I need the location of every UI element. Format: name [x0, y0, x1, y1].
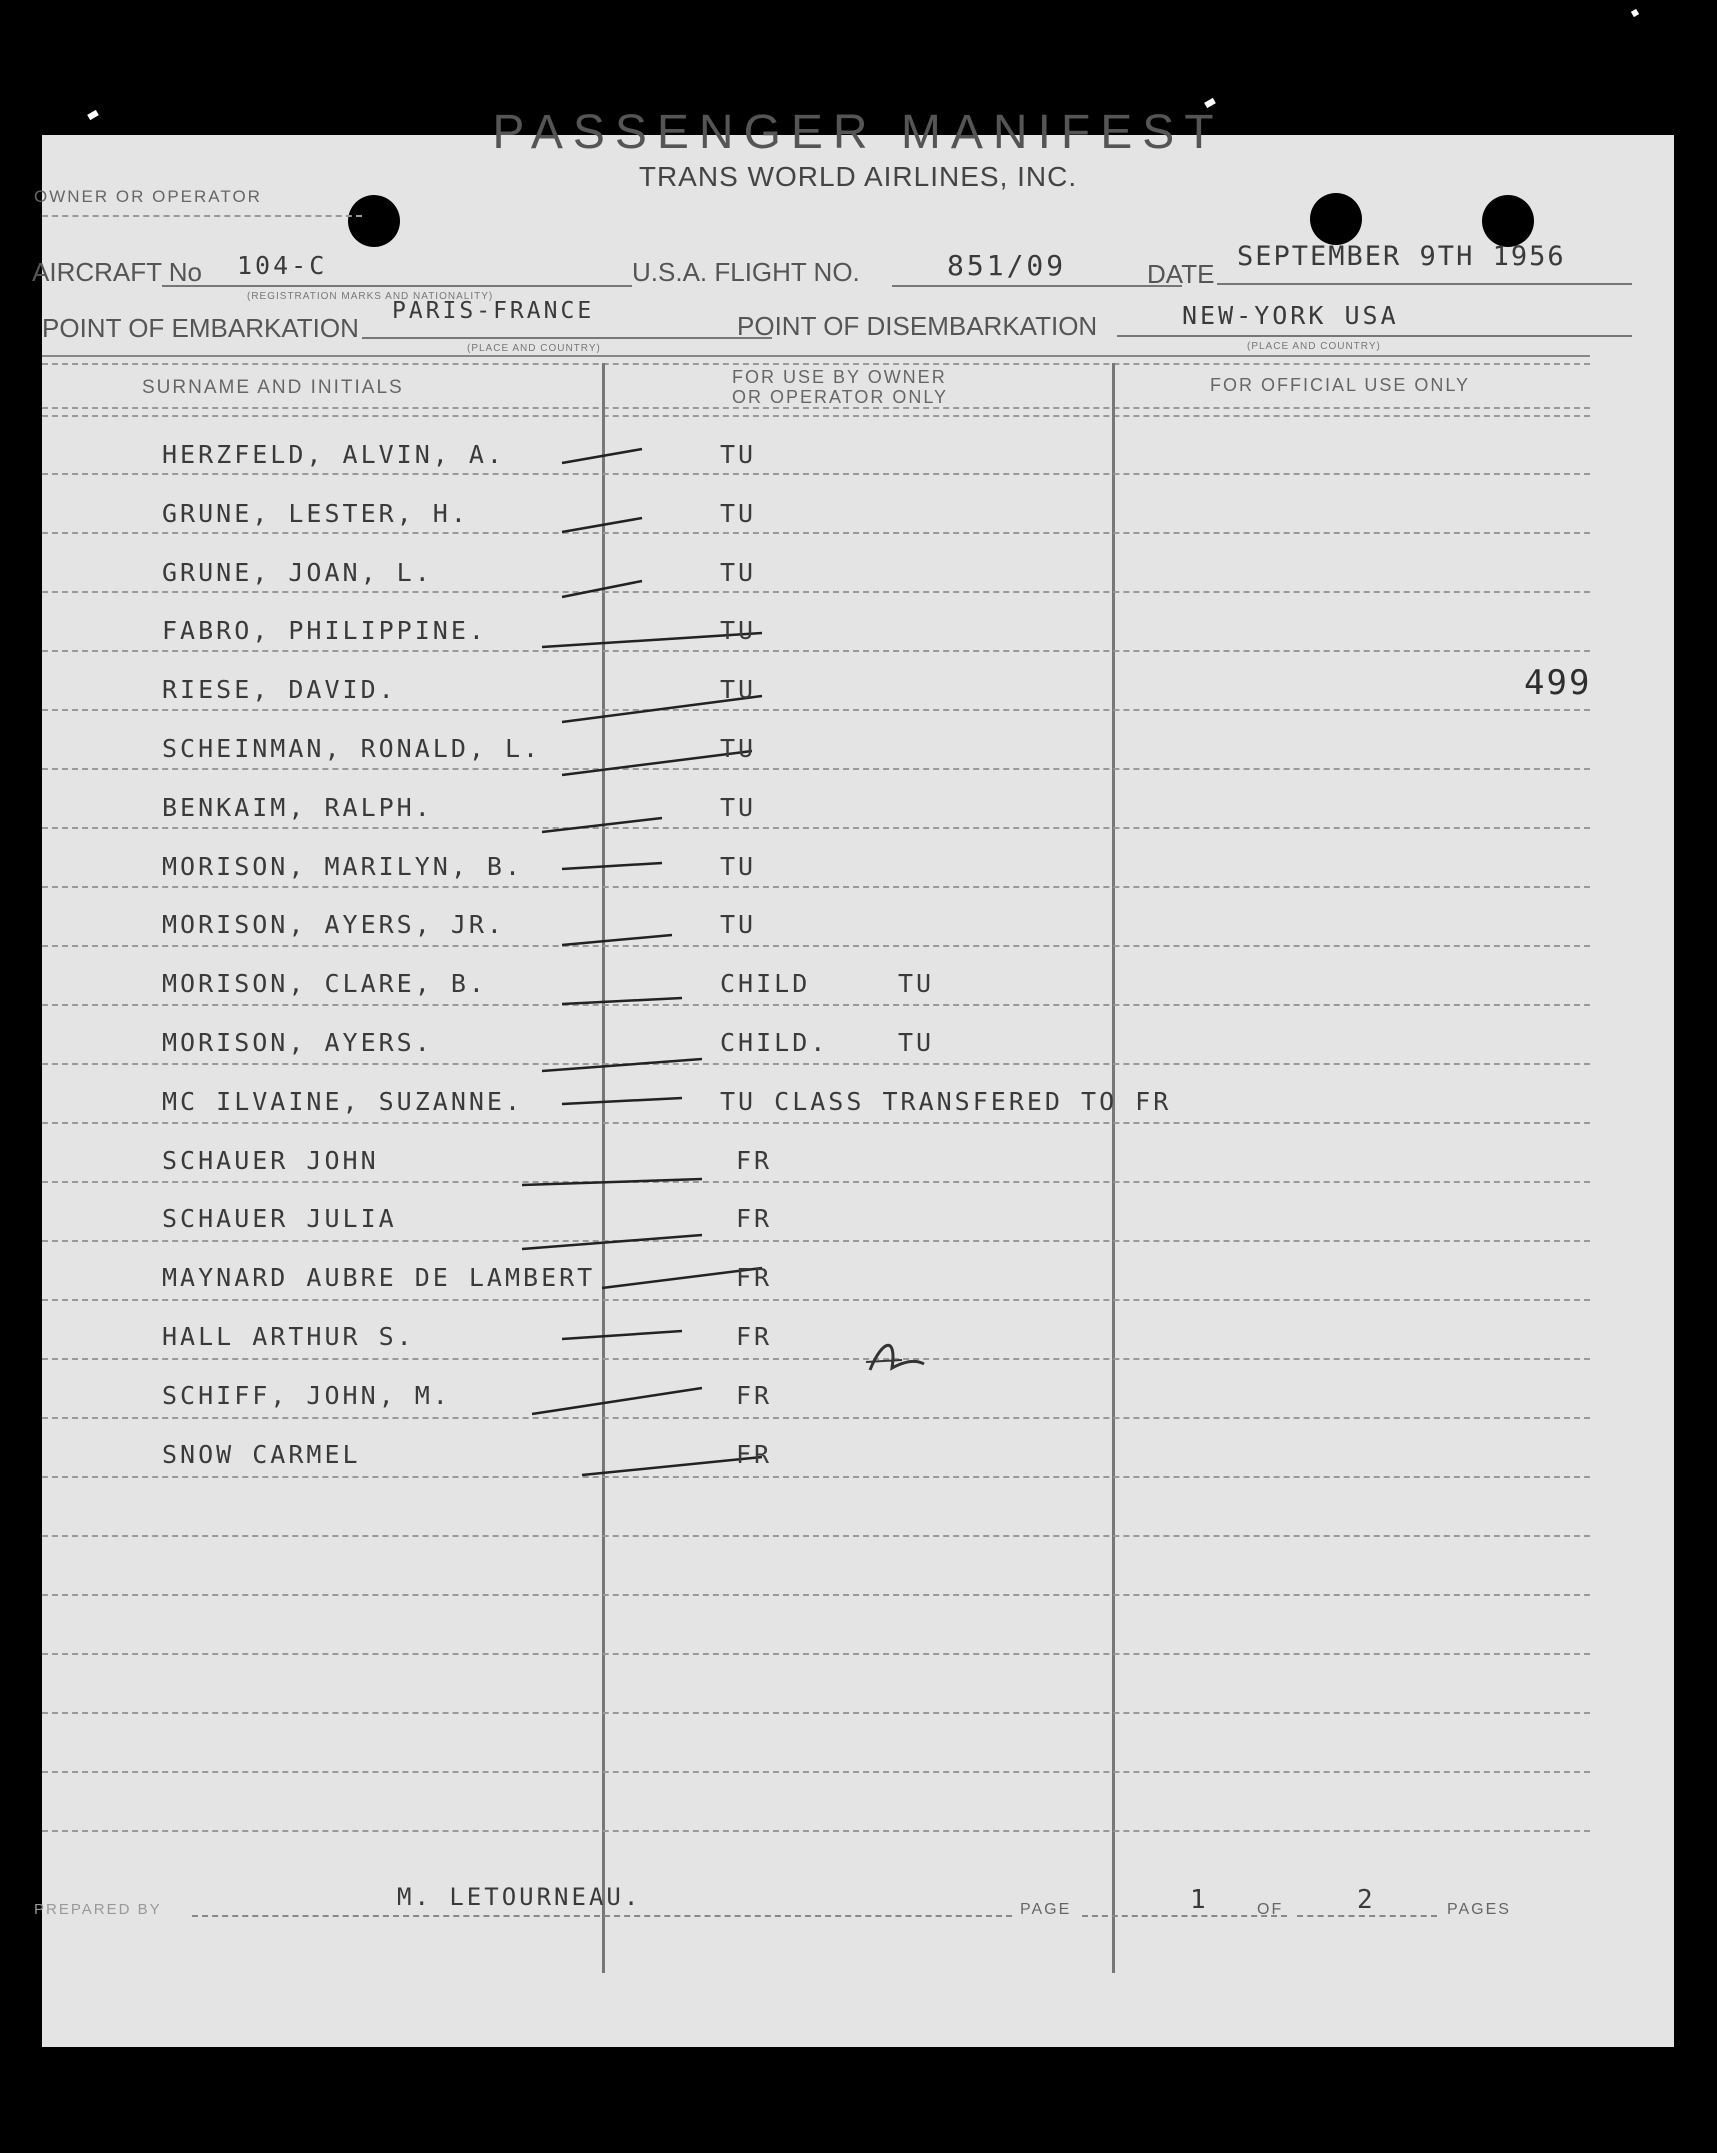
passenger-name: MORISON, MARILYN, B.: [162, 851, 524, 881]
flight-label: U.S.A. FLIGHT NO.: [632, 257, 860, 287]
passenger-name: SCHEINMAN, RONALD, L.: [162, 734, 542, 763]
passenger-row: [162, 1087, 1562, 1127]
manifest-page: [32, 106, 1674, 2047]
passenger-row: [162, 440, 1562, 480]
passenger-class-code: FR: [736, 1145, 773, 1175]
passenger-row: [162, 910, 1562, 950]
passenger-row: [162, 852, 1562, 892]
date-underline: [1217, 283, 1632, 285]
passenger-name: SNOW CARMEL: [162, 1439, 361, 1469]
passenger-note: TU: [898, 969, 935, 999]
passenger-row: [162, 1381, 1562, 1421]
official-number: 499: [1524, 663, 1592, 703]
row-rule: [42, 1535, 1590, 1537]
embarkation-sublabel: (PLACE AND COUNTRY): [467, 343, 601, 354]
passenger-row: [162, 499, 1562, 539]
embarkation-value: PARIS-FRANCE: [392, 298, 595, 324]
passenger-row: [162, 734, 1562, 774]
passenger-class-code: TU: [720, 498, 757, 528]
official-use-header: FOR OFFICIAL USE ONLY: [1210, 375, 1471, 395]
passenger-name: RIESE, DAVID.: [162, 675, 397, 705]
header-rule-1: [42, 355, 1590, 357]
passenger-row: [162, 616, 1562, 656]
prepared-by-underline: [192, 1915, 1012, 1917]
passenger-class-code: FR: [736, 1439, 773, 1469]
row-rule: [42, 1594, 1590, 1596]
owner-use-header-line2: OR OPERATOR ONLY: [732, 387, 949, 407]
passenger-class-code: TU: [720, 910, 757, 940]
prepared-by-label: PREPARED BY: [34, 1901, 162, 1918]
passenger-row: [162, 558, 1562, 598]
passenger-row: [162, 793, 1562, 833]
prepared-by-value: M. LETOURNEAU.: [397, 1883, 642, 1911]
header-rule-2: [42, 363, 1590, 365]
passenger-name: HALL ARTHUR S.: [162, 1322, 415, 1351]
manifest-title: PASSENGER MANIFEST: [492, 106, 1224, 159]
passenger-class-code: TU: [720, 851, 757, 881]
passenger-name: SCHAUER JULIA: [162, 1204, 397, 1234]
total-pages-underline: [1297, 1915, 1437, 1917]
passenger-class-code: FR: [736, 1263, 773, 1293]
disembarkation-label: POINT OF DISEMBARKATION: [737, 311, 1098, 341]
passenger-class-code: FR: [736, 1322, 773, 1351]
passenger-name: FABRO, PHILIPPINE.: [162, 616, 487, 646]
passenger-name: HERZFELD, ALVIN, A.: [162, 440, 505, 469]
page-number: 1: [1190, 1885, 1209, 1915]
passenger-class-code: TU: [720, 792, 757, 822]
disembarkation-underline: [1117, 335, 1632, 337]
passenger-row: [162, 1028, 1562, 1068]
passenger-class-code: TU: [720, 675, 757, 705]
passenger-note: TU: [898, 1028, 935, 1057]
passenger-row: [162, 1440, 1562, 1480]
passenger-class-code: TU: [720, 557, 757, 587]
row-rule: [42, 1771, 1590, 1773]
punch-hole-left: [348, 195, 400, 247]
passenger-name: SCHIFF, JOHN, M.: [162, 1380, 451, 1410]
date-value: SEPTEMBER 9TH 1956: [1237, 241, 1566, 272]
disembarkation-value: NEW-YORK USA: [1182, 301, 1399, 330]
passenger-name: MORISON, CLARE, B.: [162, 969, 487, 999]
punch-hole-right-2: [1482, 195, 1534, 247]
passenger-class-code: CHILD.: [720, 1028, 829, 1057]
passenger-name: GRUNE, LESTER, H.: [162, 498, 469, 528]
page-label: PAGE: [1020, 1901, 1072, 1918]
aircraft-label: AIRCRAFT No: [32, 257, 202, 287]
row-rule: [42, 1653, 1590, 1655]
border-speck-3: [1631, 9, 1639, 17]
of-label: OF: [1257, 1901, 1284, 1918]
embarkation-label: POINT OF EMBARKATION: [42, 313, 359, 343]
aircraft-sublabel: (REGISTRATION MARKS AND NATIONALITY): [247, 291, 494, 302]
passenger-row: [162, 1263, 1562, 1303]
passenger-name: BENKAIM, RALPH.: [162, 792, 433, 822]
surname-column-header: SURNAME AND INITIALS: [142, 377, 404, 398]
flight-value: 851/09: [947, 249, 1067, 282]
passenger-row: [162, 1204, 1562, 1244]
passenger-name: MAYNARD AUBRE DE LAMBERT: [162, 1263, 596, 1293]
passenger-class-code: FR: [736, 1380, 773, 1410]
passenger-name: GRUNE, JOAN, L.: [162, 557, 433, 587]
row-rule: [42, 1830, 1590, 1832]
row-rule: [42, 1712, 1590, 1714]
passenger-name: SCHAUER JOHN: [162, 1145, 379, 1175]
passenger-row: [162, 969, 1562, 1009]
passenger-class-code: FR: [736, 1204, 773, 1234]
handwritten-mark: [862, 1330, 932, 1384]
disembarkation-sublabel: (PLACE AND COUNTRY): [1247, 341, 1381, 352]
passenger-name: MC ILVAINE, SUZANNE.: [162, 1086, 524, 1116]
column-header-rule: [42, 407, 1590, 409]
aircraft-underline: [162, 285, 632, 287]
passenger-class-code: CHILD: [720, 969, 811, 999]
passenger-name: MORISON, AYERS.: [162, 1028, 433, 1057]
passenger-class-code: TU: [720, 440, 757, 469]
flight-underline: [892, 285, 1182, 287]
owner-label: OWNER OR OPERATOR: [34, 187, 262, 206]
owner-rule: [42, 215, 362, 217]
owner-use-header-line1: FOR USE BY OWNER: [732, 367, 947, 387]
pages-label: PAGES: [1447, 1901, 1511, 1918]
passenger-row: [162, 1146, 1562, 1186]
column-header-rule-2: [42, 415, 1590, 417]
passenger-row: [162, 675, 1562, 715]
total-pages: 2: [1357, 1885, 1376, 1915]
aircraft-value: 104-C: [237, 251, 328, 280]
passenger-class-code: TU CLASS TRANSFERED TO FR: [720, 1086, 1172, 1116]
passenger-class-code: TU: [720, 616, 757, 646]
punch-hole-right-1: [1310, 193, 1362, 245]
passenger-name: MORISON, AYERS, JR.: [162, 910, 505, 940]
date-label: DATE: [1147, 259, 1215, 289]
embarkation-underline: [362, 337, 772, 339]
airline-name: TRANS WORLD AIRLINES, INC.: [638, 161, 1078, 192]
passenger-class-code: TU: [720, 734, 757, 763]
